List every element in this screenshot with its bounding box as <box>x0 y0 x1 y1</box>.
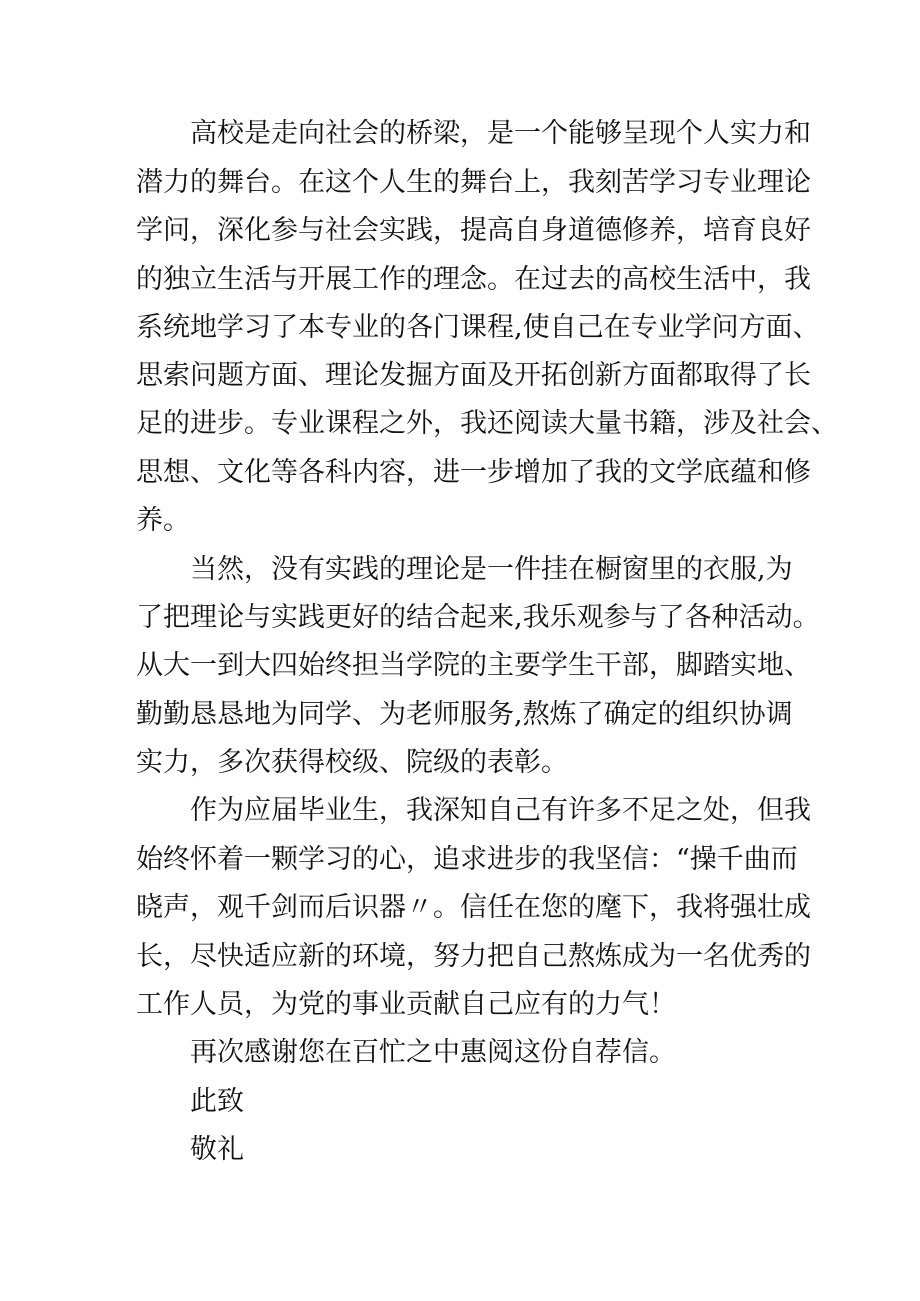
paragraph-3-line-3: 晓声，观千剑而后识器〃。信任在您的麾下，我将强壮成 <box>136 892 811 923</box>
paragraph-3-line-1: 作为应届毕业生，我深知自己有许多不足之处，但我 <box>190 795 811 826</box>
paragraph-1-line-1: 高校是走向社会的桥梁，是一个能够呈现个人实力和 <box>190 118 811 149</box>
paragraph-1-line-3: 学问，深化参与社会实践，提高自身道德修养，培育良好 <box>136 215 811 246</box>
closing-salutation: 此致 <box>190 1086 244 1117</box>
paragraph-1-line-8: 思想、文化等各科内容，进一步增加了我的文学底蕴和修 <box>136 457 811 488</box>
paragraph-3-line-2: 始终怀着一颗学习的心，追求进步的我坚信：“操千曲而 <box>136 844 798 875</box>
paragraph-1-line-9: 养。 <box>136 505 190 536</box>
paragraph-1-line-6: 思索问题方面、理论发掘方面及开拓创新方面都取得了长 <box>136 360 811 391</box>
paragraph-2-line-4: 勤勤恳恳地为同学、为老师服务,熬炼了确定的组织协调 <box>136 699 793 730</box>
paragraph-1-line-5: 系统地学习了本专业的各门课程,使自己在专业学问方面、 <box>136 312 820 343</box>
paragraph-1-line-2: 潜力的舞台。在这个人生的舞台上，我刻苦学习专业理论 <box>136 167 811 198</box>
closing-regards: 敬礼 <box>190 1134 244 1165</box>
paragraph-1-line-4: 的独立生活与开展工作的理念。在过去的高校生活中，我 <box>136 264 811 295</box>
paragraph-2-line-3: 从大一到大四始终担当学院的主要学生干部，脚踏实地、 <box>136 650 811 681</box>
paragraph-2-line-5: 实力，多次获得校级、院级的表彰。 <box>136 747 568 778</box>
thanks-line: 再次感谢您在百忙之中惠阅这份自荐信。 <box>190 1037 676 1068</box>
paragraph-2-line-1: 当然，没有实践的理论是一件挂在橱窗里的衣服,为 <box>190 554 793 585</box>
paragraph-1-line-7: 足的进步。专业课程之外，我还阅读大量书籍，涉及社会、 <box>136 408 838 439</box>
paragraph-2-line-2: 了把理论与实践更好的结合起来,我乐观参与了各种活动。 <box>136 602 820 633</box>
paragraph-3-line-5: 工作人员，为党的事业贡献自己应有的力气！ <box>136 989 676 1020</box>
paragraph-3-line-4: 长，尽快适应新的环境，努力把自己熬炼成为一名优秀的 <box>136 941 811 972</box>
